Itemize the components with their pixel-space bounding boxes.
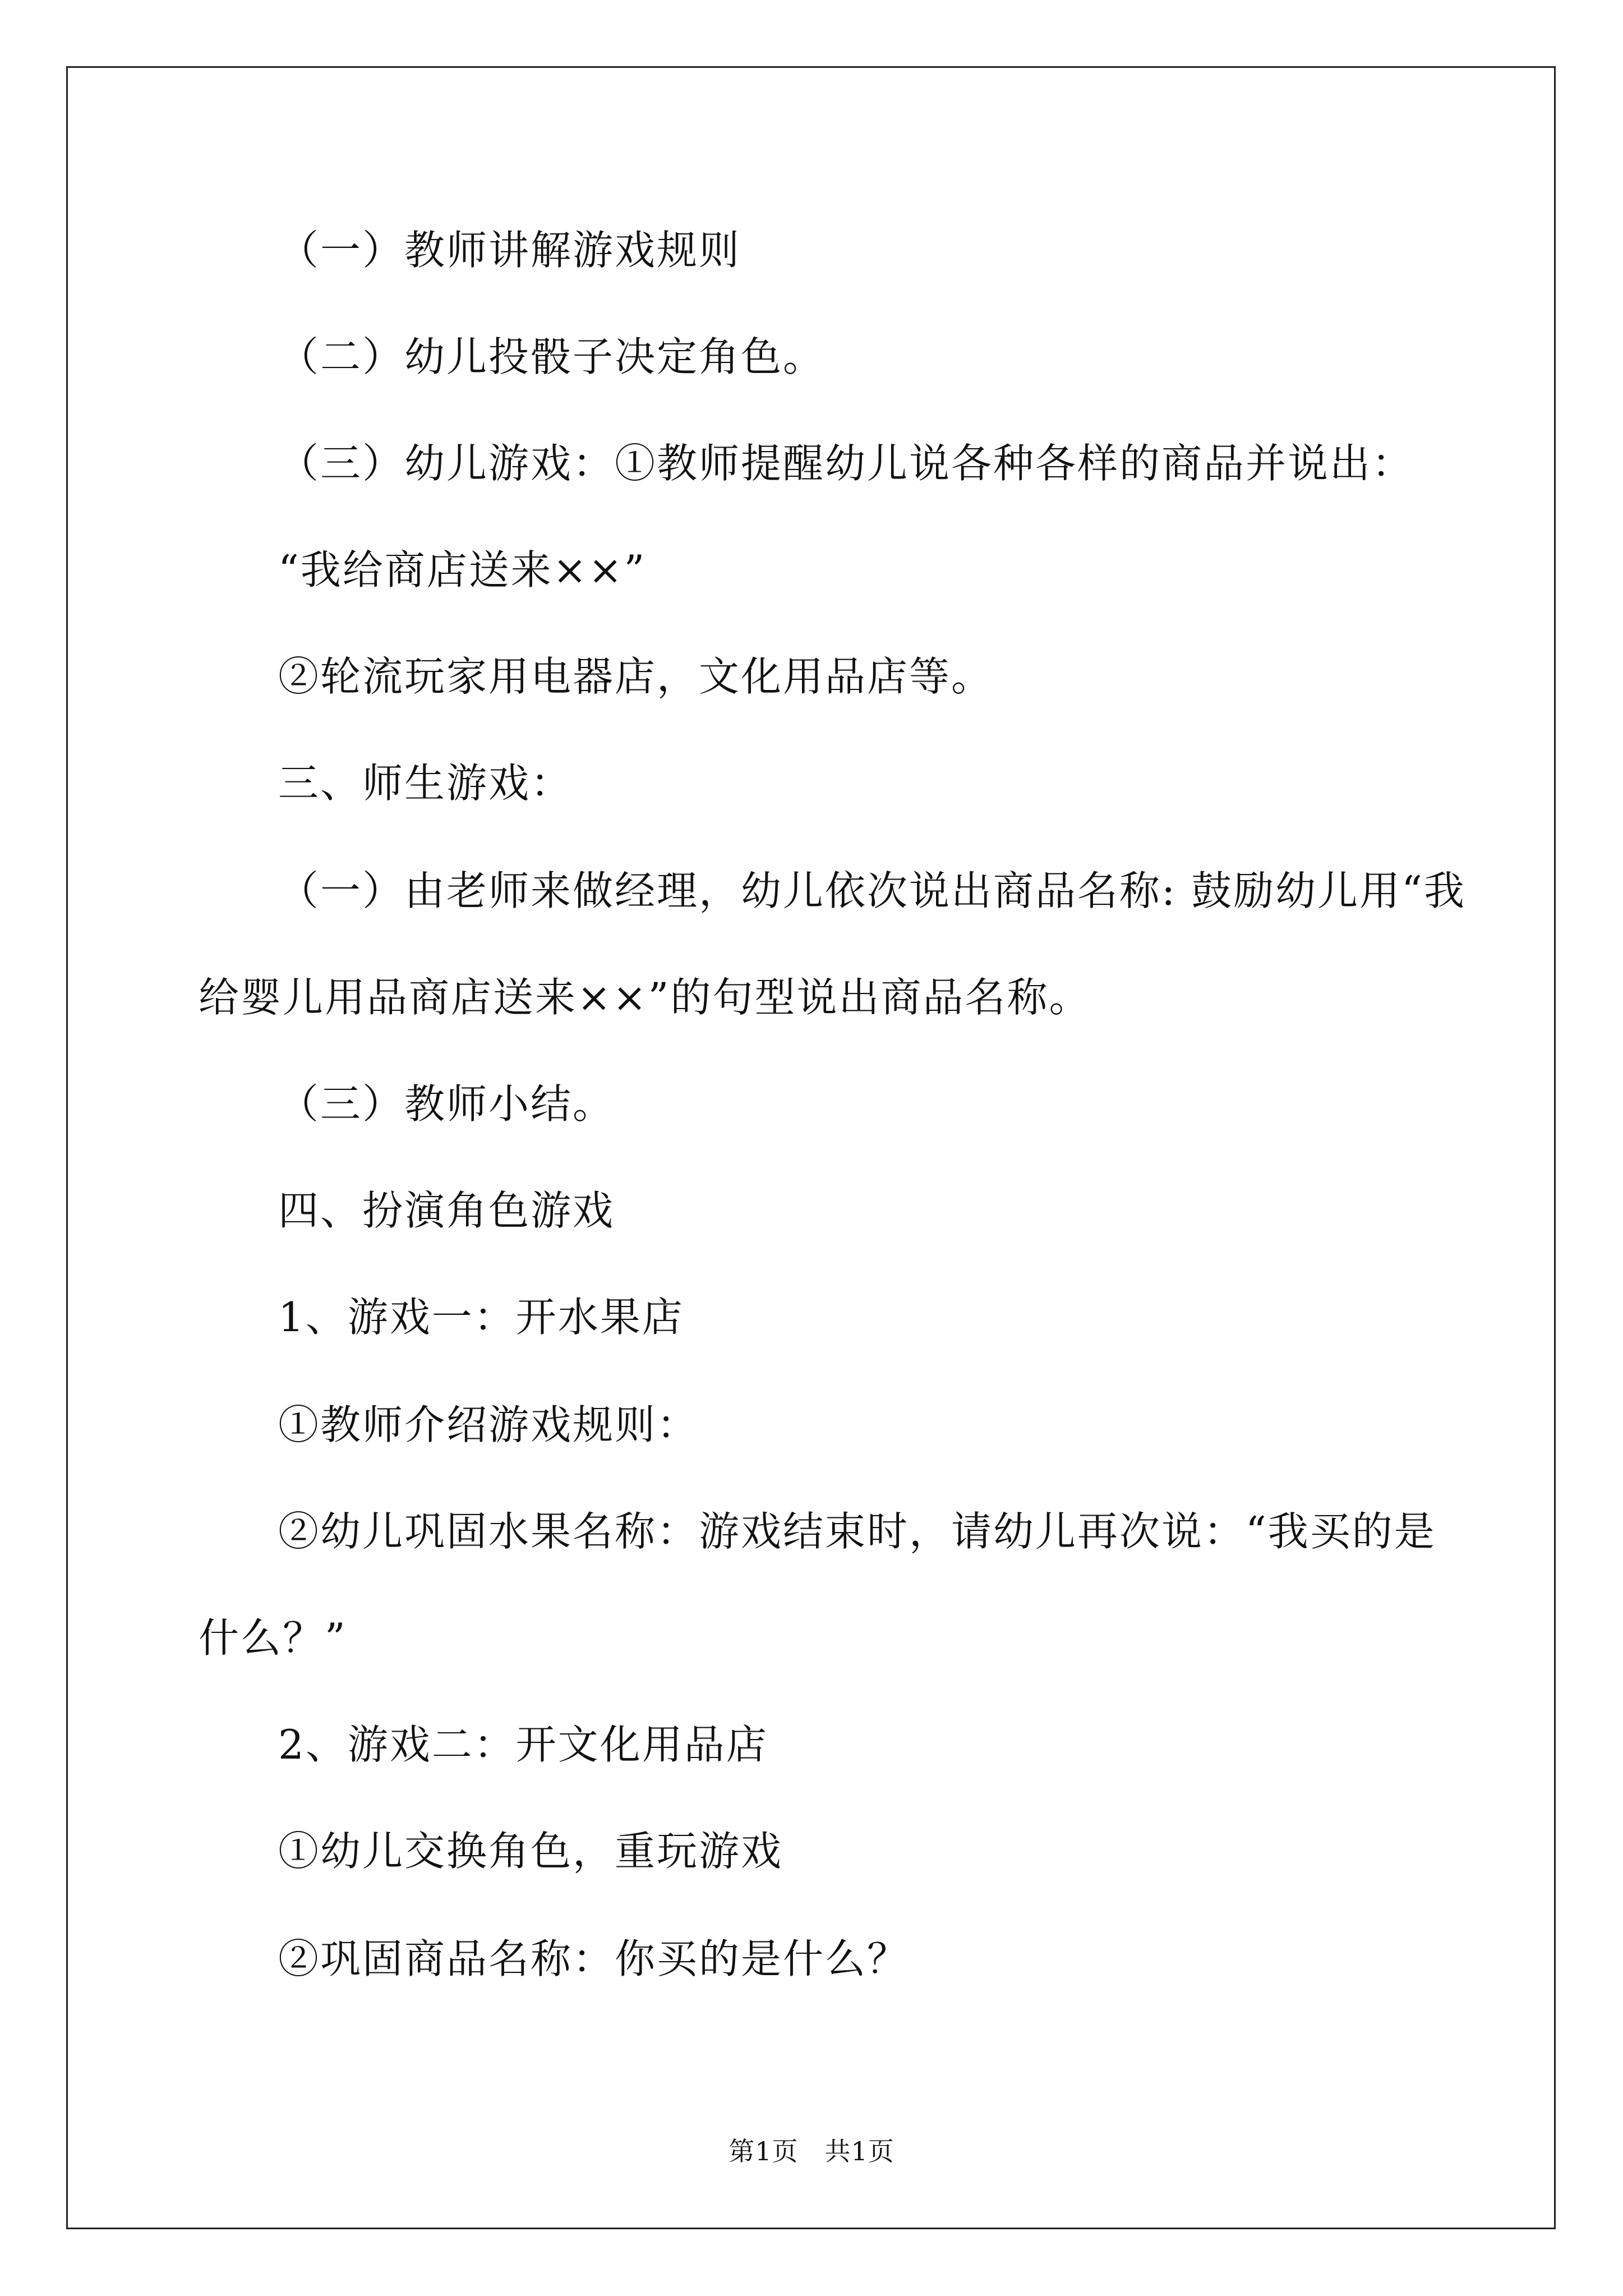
text-line: ②巩固商品名称：你买的是什么？ (278, 1935, 910, 1982)
text-line: ②轮流玩家用电器店，文化用品店等。 (278, 653, 994, 700)
text-line: （二）幼儿投骰子决定角色。 (278, 333, 826, 380)
text-line: 三、师生游戏： (278, 760, 573, 807)
text-line: “我给商店送来××” (278, 546, 647, 593)
page-border (66, 66, 1556, 2229)
text-line: （一）由老师来做经理，幼儿依次说出商品名称: 鼓励幼儿用“我 (278, 867, 1466, 914)
page-number: 第1页 共1页 (728, 2136, 895, 2166)
text-line: （三）教师小结。 (278, 1080, 615, 1128)
text-line: 1、游戏一：开水果店 (278, 1294, 684, 1341)
text-line: ①幼儿交换角色，重玩游戏 (278, 1828, 783, 1875)
text-line: ②幼儿巩固水果名称：游戏结束时，请幼儿再次说：“我买的是 (278, 1508, 1436, 1555)
text-line: ①教师介绍游戏规则： (278, 1401, 699, 1448)
text-line: 什么？” (199, 1614, 347, 1662)
text-line: （三）幼儿游戏：①教师提醒幼儿说各种各样的商品并说出： (278, 440, 1414, 487)
text-line: （一）教师讲解游戏规则 (278, 227, 741, 274)
text-line: 四、扮演角色游戏 (278, 1187, 615, 1234)
text-line: 2、游戏二：开文化用品店 (278, 1721, 768, 1768)
text-line: 给婴儿用品商店送来××”的句型说出商品名称。 (199, 974, 1091, 1021)
